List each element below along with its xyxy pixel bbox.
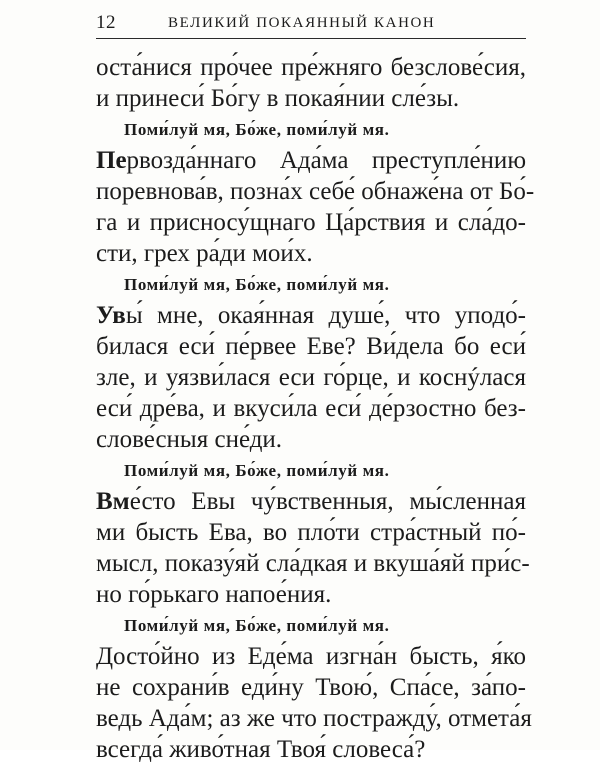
text-line: не сохрани́в еди́ну Твою́, Спа́се, за́по- (96, 674, 526, 701)
running-head (96, 10, 526, 36)
text-line: и принеси́ Бо́гу в покая́нии сле́зы. (96, 85, 460, 112)
text-line: сти, грех ра́ди мои́х. (96, 240, 313, 267)
header-rule (96, 38, 526, 39)
text-line-rest: ы́ мне, окая́нная душе́, что уподо́- (125, 302, 526, 329)
text-line: но го́рькаго напое́ния. (96, 581, 332, 608)
text-line-rest: рвозда́ннаго Ада́ма преступле́нию (126, 147, 526, 174)
text-line: ми бысть Ева, во пло́ти стра́стный по́- (96, 519, 526, 546)
text-line: слове́сныя сне́ди. (96, 426, 283, 453)
text-line-rest: е́сто Евы чу́вственныя, мы́сленная (129, 488, 526, 515)
page-number: 12 (96, 12, 116, 33)
text-line (96, 486, 526, 517)
stanza-initial: Пе (96, 147, 127, 174)
text-line: всегда́ живо́тная Твоя́ словеса́? (96, 736, 426, 763)
text-line: ведь Ада́м; аз же что пострaжду́, отмета́я (96, 705, 532, 732)
text-line: зле, и уязви́лася еси го́рце, и коснýлася (96, 364, 526, 391)
refrain-line: Поми́луй мя, Бо́же, поми́луй мя. (124, 120, 390, 139)
text-line: га и присносу́щнаго Ца́рствия и сла́до- (96, 209, 526, 236)
text-line: поревнова́в, позна́х себе́ обнаже́на от Бо́- (96, 178, 535, 205)
canon-text (96, 52, 535, 765)
text-line: еси́ дре́ва, и вкуси́ла еси́ де́рзостно без- (96, 395, 526, 422)
refrain-line: Поми́луй мя, Бо́же, поми́луй мя. (124, 275, 390, 294)
text-line (96, 145, 526, 176)
text-line: Досто́йно из Еде́ма изгна́н бысть, я́ко (96, 643, 526, 670)
text-line: оста́нися про́чее пре́жняго безслове́сия, (96, 54, 526, 81)
refrain-line: Поми́луй мя, Бо́же, поми́луй мя. (124, 616, 390, 635)
refrain-line: Поми́луй мя, Бо́же, поми́луй мя. (124, 461, 390, 480)
stanza-initial: Вм (96, 488, 130, 515)
text-line (96, 300, 526, 331)
book-title: ВЕЛИКИЙ ПОКАЯННЫЙ КАНОН (168, 15, 436, 31)
text-line: билася еси́ пе́рвее Еве? Ви́дела бо еси́ (96, 333, 526, 360)
stanza-initial: Ув (96, 302, 126, 329)
text-line: мысл, показу́яй сла́дкая и вкуша́яй при́с- (96, 550, 530, 577)
